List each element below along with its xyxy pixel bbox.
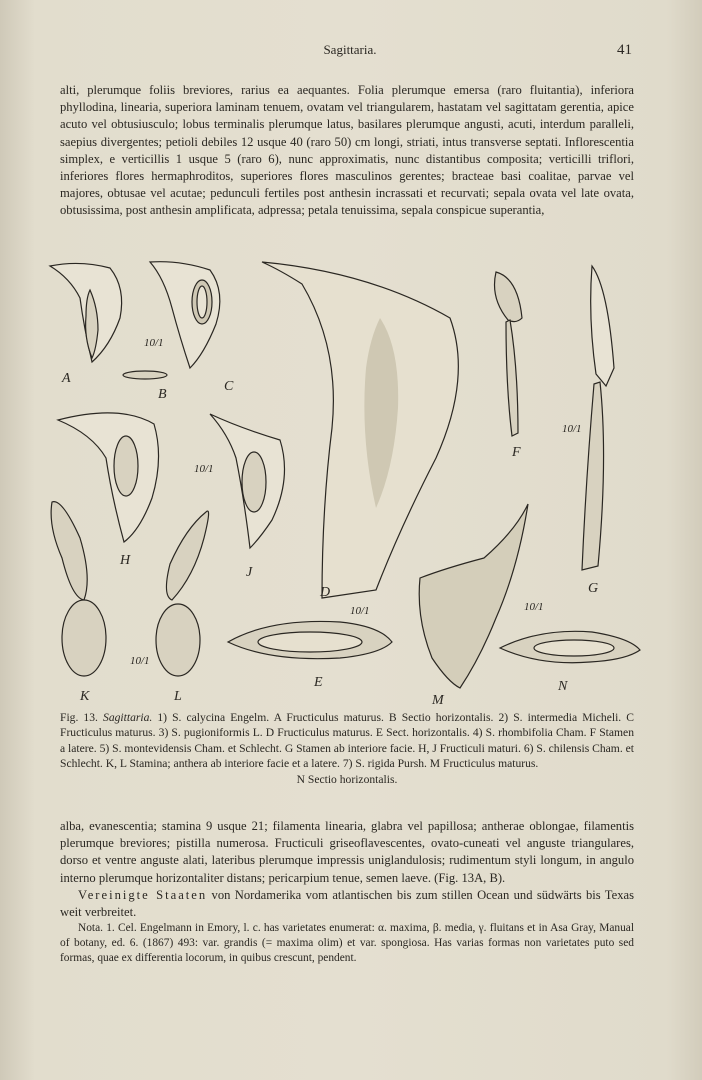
label-C: C [224,379,234,394]
distribution-paragraph [60,887,634,921]
section-N [500,631,640,662]
caption-fig-number: Fig. 13. [60,711,98,724]
magnification-mark: 10/1 [562,423,582,435]
label-D: D [320,585,331,600]
fruit-C [150,262,220,368]
running-head [60,42,640,62]
magnification-mark: 10/1 [144,337,164,349]
label-A: A [62,371,71,386]
nota-paragraph: Nota. 1. Cel. Engelmann in Emory, l. c. has varietates enumerat: α. maxima, β. media, γ. fluitans et in Asa Gray, Manual of botany, ed. 6. (1867) 493: var. grandis (= maxima olim) et var. spongiosa. Has varias formas non varietates puto sed formas, quae ex differentia locorum, in quibus crescunt, pendent. [60,922,634,965]
page-number: 41 [617,42,632,58]
label-J: J [246,565,253,580]
fruit-M [419,504,528,688]
stamen-L [156,511,209,676]
fruit-J [210,414,285,548]
label-E: E [314,675,323,690]
caption-genus: Sagittaria. [103,711,153,724]
section-E [228,621,392,658]
section-B [123,371,167,379]
label-G: G [588,581,599,596]
paragraph-top-text: alti, plerumque foliis breviores, rarius ea aequantes. Folia plerumque emersa (raro fluitantia), inferiora phyllodina, linearia, superiora laminam tenuem, ovatam vel triangularem, hastatam vel sagittatam gerentia, apice acuto vel obtusiusculo; lobus terminalis plerumque latus, basilares plerumque angusti, acuti, interdum paralleli, saepius divergentes; petioli debiles 12 usque 40 (raro 50) cm longi, striati, intus transverse septati. Inflorescentia simplex, e verticillis 1 usque 5 (raro 6), nunc approximatis, nunc distantibus composita; verticilli triflori, inferiores flores hermaphroditos, superiores flores masculinos gerentes; bracteae basi coalitae, parvae vel majores, obtusae vel acutae; pedunculi fertiles post anthesin incrassati et recurvati; sepala ovata vel late ovata, obtusissima, post anthesin amplificata, adpressa; petala tenuissima, sepala conspicue superantia, [60,83,634,218]
magnification-mark: 10/1 [350,605,370,617]
label-B: B [158,387,167,402]
magnification-mark: 10/1 [130,655,150,667]
description-paragraph-top [60,82,634,220]
running-head-title: Sagittaria. [323,42,377,57]
paragraph-bottom-text: alba, evanescentia; stamina 9 usque 21; filamenta linearia, glabra vel papillosa; antherae oblongae, filamentis plerumque breviores; pistilla numerosa. Fructiculi griseoflavescentes, ovato-cuneati vel anguste triangulares, dorso et ventre anguste alati, lateribus plerumque impressis uniglandulosis; rudimentum styli longum, in angulo interno plerumque horizontaliter distans; pericarpium tenue, semen laeve. (Fig. 13A, B). [60,819,634,885]
caption-last-line: N Sectio horizontalis. [296,772,398,786]
label-K: K [80,689,90,704]
label-L: L [174,689,182,704]
fruit-A [50,263,122,362]
botanical-figure-plate [40,258,660,708]
figure-drawing [40,258,660,708]
stamen-K [51,502,106,676]
label-F: F [512,445,521,460]
label-N: N [558,679,568,694]
magnification-mark: 10/1 [194,463,214,475]
distribution-lead: Vereinigte Staaten [78,887,208,902]
description-paragraph-bottom [60,818,634,966]
label-H: H [120,553,131,568]
stamen-G [582,266,614,570]
distribution-text: von Nordamerika vom atlantischen bis zum stillen Ocean und südwärts bis Texas weit verbreitet. [60,887,634,920]
figure-caption [60,710,634,787]
caption-body: 1) S. calycina Engelm. A Fructiculus maturus. B Sectio horizontalis. 2) S. intermedia Micheli. C Fructiculus maturus. 3) S. pugioniformis L. D Fructiculus maturus. E Sect. horizontalis. 4) S. rhombifolia Cham. F Stamen a latere. 5) S. montevidensis Cham. et Schlecht. G Stamen ab interiore facie. H, J Fructiculi maturi. 6) S. chilensis Cham. et Schlecht. K, L Stamina; anthera ab interiore facie et a latere. 7) S. rigida Pursh. M Fructiculus maturus. [60,711,635,771]
fruit-D [262,262,458,598]
stamen-F [495,272,523,436]
magnification-mark: 10/1 [524,601,544,613]
label-M: M [432,693,444,708]
